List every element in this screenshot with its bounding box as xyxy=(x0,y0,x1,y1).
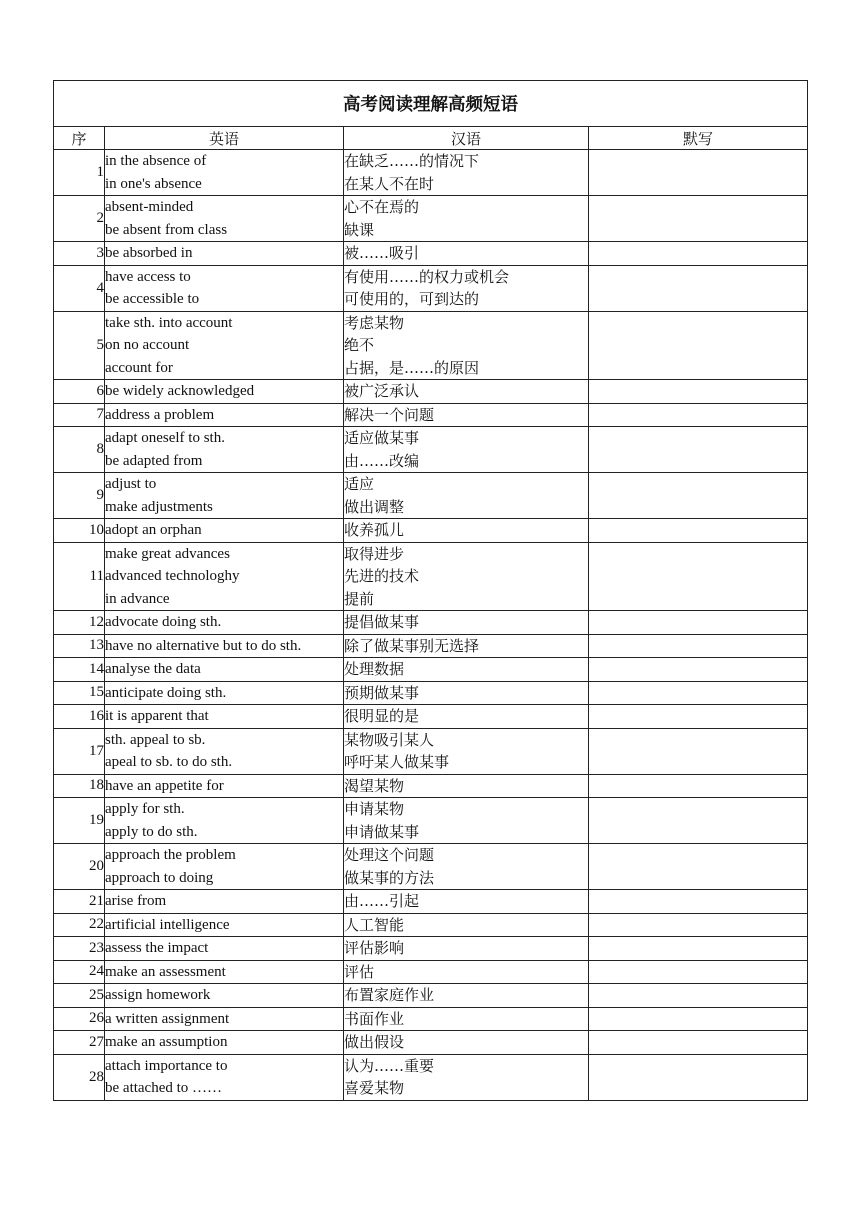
english-phrase: make an assumption xyxy=(105,1034,228,1050)
english-phrase: advocate doing sth. xyxy=(105,614,222,630)
row-number: 21 xyxy=(54,890,105,914)
chinese-meaning: 被……吸引 xyxy=(344,244,420,262)
chinese-meaning: 认为……重要 xyxy=(344,1056,435,1075)
row-number: 10 xyxy=(54,519,105,543)
english-phrase-cell xyxy=(105,681,344,705)
english-phrase-cell xyxy=(105,196,344,242)
dictation-cell xyxy=(589,844,808,890)
english-phrase: apply to do sth. xyxy=(105,823,198,840)
row-number: 7 xyxy=(54,403,105,427)
chinese-meaning: 评估影响 xyxy=(344,939,405,957)
dictation-cell xyxy=(589,403,808,427)
english-phrase: analyse the data xyxy=(105,661,201,677)
english-phrase-cell xyxy=(105,984,344,1008)
english-phrase: be attached to …… xyxy=(105,1080,223,1096)
chinese-meaning-cell xyxy=(344,844,589,890)
chinese-meaning: 呼吁某人做某事 xyxy=(344,753,450,771)
row-number: 23 xyxy=(54,937,105,961)
english-phrase: a written assignment xyxy=(105,1010,230,1027)
row-number: 22 xyxy=(54,913,105,937)
english-phrase-cell xyxy=(105,658,344,682)
chinese-meaning: 被广泛承认 xyxy=(344,382,420,400)
dictation-cell xyxy=(589,542,808,611)
chinese-meaning-cell xyxy=(344,890,589,914)
table-row xyxy=(54,913,808,937)
english-phrase: have no alternative but to do sth. xyxy=(105,637,302,654)
english-phrase-cell xyxy=(105,634,344,658)
chinese-meaning-cell xyxy=(344,473,589,519)
table-row xyxy=(54,611,808,635)
table-row xyxy=(54,403,808,427)
english-phrase-cell xyxy=(105,427,344,473)
chinese-meaning: 喜爱某物 xyxy=(344,1079,405,1097)
row-number: 3 xyxy=(54,242,105,266)
chinese-meaning: 评估 xyxy=(344,962,375,981)
chinese-meaning: 绝不 xyxy=(344,336,375,354)
english-phrase-cell xyxy=(105,311,344,380)
english-phrase: make an assessment xyxy=(105,963,226,980)
column-header-english: 英语 xyxy=(105,127,344,150)
table-row xyxy=(54,890,808,914)
dictation-cell xyxy=(589,311,808,380)
chinese-meaning: 除了做某事别无选择 xyxy=(344,636,480,655)
chinese-meaning-cell xyxy=(344,658,589,682)
chinese-meaning: 取得进步 xyxy=(344,544,405,563)
chinese-meaning-cell xyxy=(344,913,589,937)
chinese-meaning-cell xyxy=(344,937,589,961)
english-phrase: be absorbed in xyxy=(105,245,193,261)
chinese-meaning: 渴望某物 xyxy=(344,776,405,795)
table-title: 高考阅读理解高频短语 xyxy=(54,81,808,127)
english-phrase: account for xyxy=(105,359,173,376)
english-phrase: in the absence of xyxy=(105,153,207,169)
chinese-meaning: 申请做某事 xyxy=(344,822,420,841)
chinese-meaning-cell xyxy=(344,403,589,427)
english-phrase: advanced technologhy xyxy=(105,568,240,584)
row-number: 8 xyxy=(54,427,105,473)
row-number: 19 xyxy=(54,798,105,844)
chinese-meaning: 适应做某事 xyxy=(344,429,420,447)
row-number: 28 xyxy=(54,1054,105,1100)
dictation-cell xyxy=(589,681,808,705)
english-phrase-cell xyxy=(105,403,344,427)
english-phrase: have access to xyxy=(105,268,191,285)
english-phrase: attach importance to xyxy=(105,1057,228,1074)
table-row xyxy=(54,705,808,729)
column-header-number: 序 xyxy=(54,127,105,150)
dictation-cell xyxy=(589,728,808,774)
chinese-meaning-cell xyxy=(344,611,589,635)
chinese-meaning-cell xyxy=(344,960,589,984)
chinese-meaning-cell xyxy=(344,242,589,266)
english-phrase: assign homework xyxy=(105,987,211,1003)
english-phrase-cell xyxy=(105,844,344,890)
row-number: 14 xyxy=(54,658,105,682)
dictation-cell xyxy=(589,380,808,404)
english-phrase: artificial intelligence xyxy=(105,916,230,933)
english-phrase: be widely acknowledged xyxy=(105,383,255,399)
chinese-meaning: 可使用的，可到达的 xyxy=(344,290,480,308)
dictation-cell xyxy=(589,242,808,266)
chinese-meaning-cell xyxy=(344,150,589,196)
chinese-meaning: 做某事的方法 xyxy=(344,868,435,887)
english-phrase: address a problem xyxy=(105,406,215,423)
chinese-meaning-cell xyxy=(344,681,589,705)
chinese-meaning-cell xyxy=(344,705,589,729)
english-phrase-cell xyxy=(105,798,344,844)
chinese-meaning: 在某人不在时 xyxy=(344,174,435,193)
chinese-meaning: 处理数据 xyxy=(344,660,405,678)
english-phrase: approach to doing xyxy=(105,869,214,886)
chinese-meaning: 布置家庭作业 xyxy=(344,986,435,1004)
chinese-meaning: 很明显的是 xyxy=(344,707,420,725)
dictation-cell xyxy=(589,937,808,961)
table-row xyxy=(54,265,808,311)
row-number: 25 xyxy=(54,984,105,1008)
dictation-cell xyxy=(589,150,808,196)
dictation-cell xyxy=(589,913,808,937)
table-row xyxy=(54,242,808,266)
chinese-meaning: 做出调整 xyxy=(344,497,405,516)
chinese-meaning-cell xyxy=(344,519,589,543)
chinese-meaning-cell xyxy=(344,634,589,658)
chinese-meaning: 处理这个问题 xyxy=(344,846,435,864)
row-number: 13 xyxy=(54,634,105,658)
english-phrase-cell xyxy=(105,1054,344,1100)
english-phrase: make adjustments xyxy=(105,498,213,515)
row-number: 11 xyxy=(54,542,105,611)
column-header-chinese: 汉语 xyxy=(344,127,589,150)
english-phrase: adopt an orphan xyxy=(105,522,202,538)
chinese-meaning-cell xyxy=(344,311,589,380)
table-body xyxy=(54,150,808,1101)
chinese-meaning-cell xyxy=(344,380,589,404)
table-row xyxy=(54,984,808,1008)
table-row xyxy=(54,473,808,519)
table-row xyxy=(54,681,808,705)
english-phrase: anticipate doing sth. xyxy=(105,684,227,701)
english-phrase-cell xyxy=(105,242,344,266)
row-number: 26 xyxy=(54,1007,105,1031)
row-number: 1 xyxy=(54,150,105,196)
row-number: 2 xyxy=(54,196,105,242)
dictation-cell xyxy=(589,473,808,519)
dictation-cell xyxy=(589,658,808,682)
english-phrase: adapt oneself to sth. xyxy=(105,430,225,446)
chinese-meaning: 缺课 xyxy=(344,220,375,239)
english-phrase: adjust to xyxy=(105,476,157,492)
english-phrase: make great advances xyxy=(105,545,230,562)
english-phrase: it is apparent that xyxy=(105,708,209,724)
chinese-meaning: 由……改编 xyxy=(344,451,420,470)
dictation-cell xyxy=(589,519,808,543)
table-row xyxy=(54,960,808,984)
dictation-cell xyxy=(589,1054,808,1100)
column-header-dictation: 默写 xyxy=(589,127,808,150)
english-phrase-cell xyxy=(105,380,344,404)
dictation-cell xyxy=(589,1007,808,1031)
chinese-meaning: 解决一个问题 xyxy=(344,405,435,424)
chinese-meaning: 在缺乏……的情况下 xyxy=(344,152,480,170)
english-phrase: be absent from class xyxy=(105,221,228,238)
row-number: 4 xyxy=(54,265,105,311)
row-number: 9 xyxy=(54,473,105,519)
chinese-meaning-cell xyxy=(344,1007,589,1031)
chinese-meaning: 有使用……的权力或机会 xyxy=(344,267,510,286)
chinese-meaning: 申请某物 xyxy=(344,800,405,818)
chinese-meaning: 提前 xyxy=(344,589,375,608)
dictation-cell xyxy=(589,1031,808,1055)
dictation-cell xyxy=(589,196,808,242)
chinese-meaning-cell xyxy=(344,1054,589,1100)
table-row xyxy=(54,427,808,473)
chinese-meaning: 人工智能 xyxy=(344,915,405,934)
table-row xyxy=(54,196,808,242)
dictation-cell xyxy=(589,611,808,635)
chinese-meaning: 适应 xyxy=(344,475,375,493)
english-phrase: arise from xyxy=(105,893,167,909)
row-number: 20 xyxy=(54,844,105,890)
english-phrase: take sth. into account xyxy=(105,314,233,331)
chinese-meaning-cell xyxy=(344,774,589,798)
table-row xyxy=(54,658,808,682)
chinese-meaning-cell xyxy=(344,798,589,844)
english-phrase-cell xyxy=(105,890,344,914)
table-row xyxy=(54,634,808,658)
chinese-meaning: 考虑某物 xyxy=(344,313,405,332)
table-row xyxy=(54,1031,808,1055)
row-number: 24 xyxy=(54,960,105,984)
header-row xyxy=(54,127,808,150)
chinese-meaning: 提倡做某事 xyxy=(344,613,420,631)
english-phrase-cell xyxy=(105,913,344,937)
english-phrase: in one's absence xyxy=(105,175,202,192)
english-phrase: absent-minded xyxy=(105,199,194,215)
table-row xyxy=(54,1007,808,1031)
chinese-meaning-cell xyxy=(344,265,589,311)
chinese-meaning: 某物吸引某人 xyxy=(344,730,435,749)
table-row xyxy=(54,542,808,611)
english-phrase-cell xyxy=(105,774,344,798)
dictation-cell xyxy=(589,774,808,798)
table-row xyxy=(54,844,808,890)
row-number: 5 xyxy=(54,311,105,380)
chinese-meaning: 做出假设 xyxy=(344,1033,405,1051)
row-number: 15 xyxy=(54,681,105,705)
table-row xyxy=(54,728,808,774)
english-phrase: assess the impact xyxy=(105,940,209,956)
table-row xyxy=(54,774,808,798)
row-number: 6 xyxy=(54,380,105,404)
phrase-table xyxy=(53,80,808,1101)
table-row xyxy=(54,311,808,380)
table-row xyxy=(54,937,808,961)
english-phrase-cell xyxy=(105,1007,344,1031)
english-phrase: in advance xyxy=(105,590,170,607)
dictation-cell xyxy=(589,634,808,658)
chinese-meaning: 占据，是……的原因 xyxy=(344,358,480,377)
english-phrase-cell xyxy=(105,150,344,196)
table-row xyxy=(54,519,808,543)
table-row xyxy=(54,150,808,196)
dictation-cell xyxy=(589,798,808,844)
english-phrase: sth. appeal to sb. xyxy=(105,731,206,748)
chinese-meaning-cell xyxy=(344,427,589,473)
english-phrase: apeal to sb. to do sth. xyxy=(105,754,233,770)
english-phrase: on no account xyxy=(105,337,190,353)
row-number: 18 xyxy=(54,774,105,798)
chinese-meaning: 心不在焉的 xyxy=(344,198,420,216)
chinese-meaning: 收养孤儿 xyxy=(344,521,405,539)
english-phrase: have an appetite for xyxy=(105,777,224,794)
chinese-meaning-cell xyxy=(344,1031,589,1055)
chinese-meaning-cell xyxy=(344,984,589,1008)
chinese-meaning-cell xyxy=(344,542,589,611)
english-phrase-cell xyxy=(105,611,344,635)
chinese-meaning-cell xyxy=(344,196,589,242)
chinese-meaning-cell xyxy=(344,728,589,774)
english-phrase: approach the problem xyxy=(105,847,236,863)
table-row xyxy=(54,1054,808,1100)
dictation-cell xyxy=(589,960,808,984)
chinese-meaning: 先进的技术 xyxy=(344,567,420,585)
english-phrase-cell xyxy=(105,519,344,543)
row-number: 17 xyxy=(54,728,105,774)
english-phrase-cell xyxy=(105,265,344,311)
english-phrase-cell xyxy=(105,728,344,774)
dictation-cell xyxy=(589,705,808,729)
row-number: 27 xyxy=(54,1031,105,1055)
chinese-meaning: 预期做某事 xyxy=(344,683,420,702)
english-phrase: be adapted from xyxy=(105,452,203,469)
english-phrase: be accessible to xyxy=(105,291,200,307)
english-phrase-cell xyxy=(105,960,344,984)
dictation-cell xyxy=(589,984,808,1008)
table-row xyxy=(54,380,808,404)
english-phrase-cell xyxy=(105,542,344,611)
title-row xyxy=(54,81,808,127)
english-phrase: apply for sth. xyxy=(105,801,185,817)
dictation-cell xyxy=(589,427,808,473)
table-row xyxy=(54,798,808,844)
english-phrase-cell xyxy=(105,937,344,961)
english-phrase-cell xyxy=(105,1031,344,1055)
row-number: 12 xyxy=(54,611,105,635)
english-phrase-cell xyxy=(105,473,344,519)
row-number: 16 xyxy=(54,705,105,729)
dictation-cell xyxy=(589,265,808,311)
dictation-cell xyxy=(589,890,808,914)
chinese-meaning: 由……引起 xyxy=(344,892,420,910)
english-phrase-cell xyxy=(105,705,344,729)
chinese-meaning: 书面作业 xyxy=(344,1009,405,1028)
